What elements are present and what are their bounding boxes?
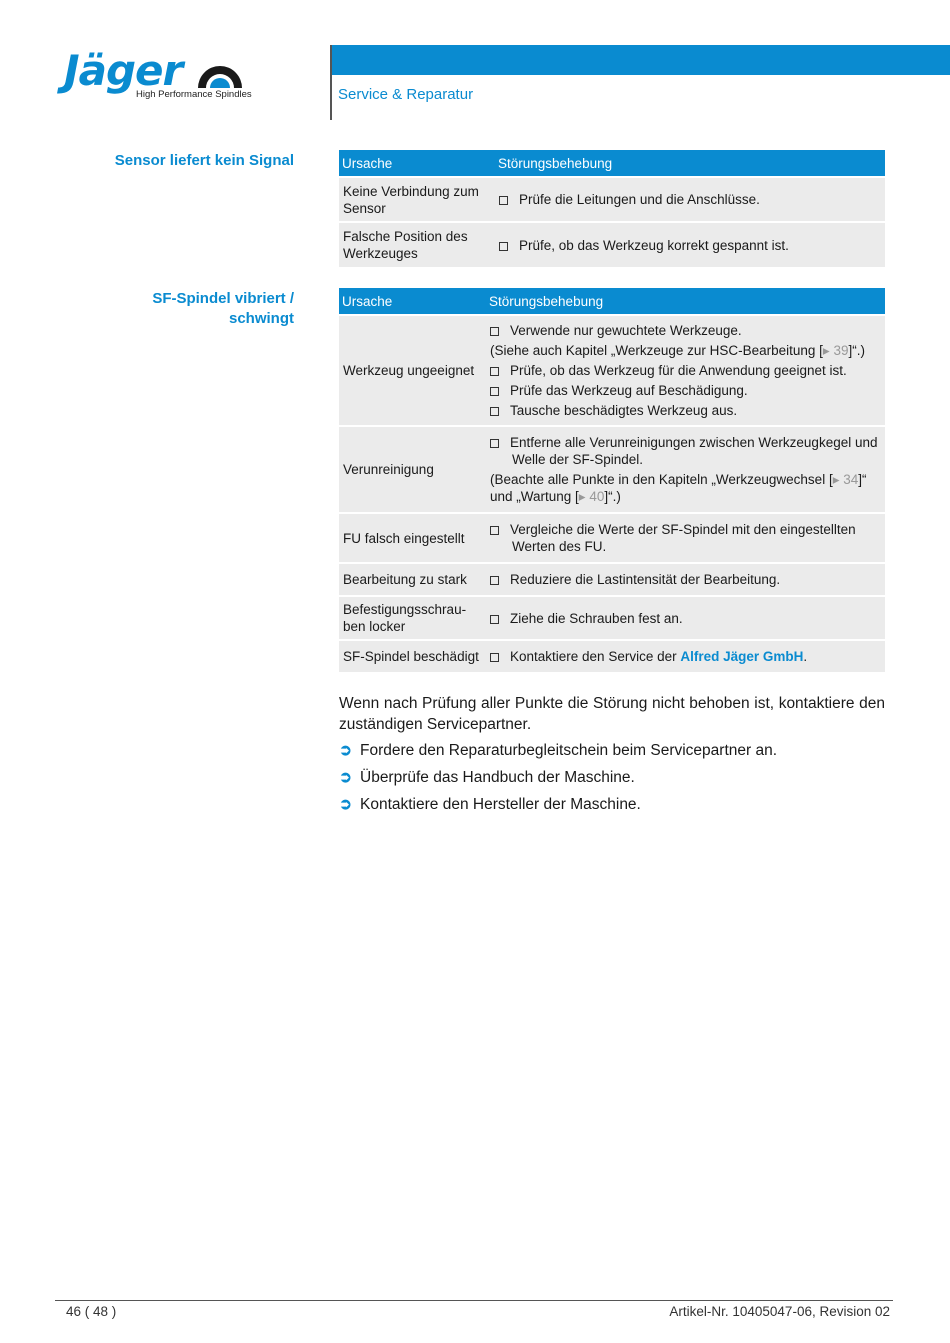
fix-text: Vergleiche die Werte der SF-Spindel mit den eingestellten Werten des FU. (510, 522, 856, 554)
vibration-fault-table (339, 288, 885, 672)
step-item (339, 768, 635, 788)
fix-cell (486, 596, 885, 640)
cause-cell: Keine Verbindung zum Sensor (339, 177, 495, 222)
checkbox-icon (490, 367, 499, 376)
fix-cell (486, 513, 885, 563)
section-title: Service & Reparatur (338, 86, 474, 103)
chapter-reference-note (490, 342, 881, 359)
fix-text: Kontaktiere den Service der (510, 649, 681, 664)
fix-text: Prüfe, ob das Werkzeug korrekt gespannt ist. (519, 237, 789, 253)
sensor-section-title: Sensor liefert kein Signal (114, 152, 294, 169)
note-text: ]“ und „Wartung [ (490, 472, 867, 504)
table-row (339, 563, 885, 596)
checkbox-icon (490, 407, 499, 416)
fix-text: Reduziere die Lastintensität der Bearbeitung. (510, 572, 781, 587)
table-row (339, 596, 885, 640)
page-link[interactable]: ▸ 40 (578, 489, 605, 504)
header-bar (331, 45, 950, 75)
checkbox-icon (490, 653, 499, 662)
fix-cell (486, 315, 885, 426)
note-text: ]“.) (848, 343, 865, 358)
fix-cell (495, 177, 885, 222)
table-row (339, 426, 885, 513)
cause-cell: Verunreinigung (339, 426, 486, 513)
fix-text: Ziehe die Schrauben fest an. (510, 610, 683, 626)
step-text: Kontaktiere den Hersteller der Maschine. (360, 796, 641, 813)
table-row (339, 315, 885, 426)
cause-cell: Falsche Position des Werkzeuges (339, 222, 495, 267)
sensor-fault-table (339, 150, 885, 267)
step-text: Fordere den Reparaturbegleitschein beim Servicepartner an. (360, 742, 778, 759)
page-link[interactable]: ▸ 34 (832, 472, 859, 487)
fix-cell (486, 640, 885, 672)
fix-cell (495, 222, 885, 267)
table-row (339, 640, 885, 672)
fix-text: Prüfe, ob das Werkzeug für die Anwendung geeignet ist. (510, 363, 847, 378)
footer-divider (55, 1300, 893, 1301)
column-header-cause: Ursache (339, 288, 486, 315)
arrow-right-icon: ➲ (339, 796, 352, 813)
spindle-section-title (152, 289, 294, 329)
cause-cell: FU falsch eingestellt (339, 513, 486, 563)
column-header-cause: Ursache (339, 150, 495, 177)
checkbox-icon (490, 327, 499, 336)
company-logo (64, 46, 254, 102)
column-header-fix: Störungsbehebung (495, 150, 885, 177)
checkbox-icon (490, 387, 499, 396)
spindle-logo-icon (196, 60, 244, 88)
header-divider (330, 45, 332, 120)
cause-cell: Bearbeitung zu stark (339, 563, 486, 596)
article-number: Artikel-Nr. 10405047-06, Revision 02 (669, 1304, 890, 1319)
spindle-title-line-2: schwingt (228, 310, 294, 327)
fix-cell (486, 426, 885, 513)
fix-text: Tausche beschädigtes Werkzeug aus. (510, 403, 738, 418)
note-text: ]“.) (604, 489, 621, 504)
logo-tagline: High Performance Spindles (136, 89, 252, 100)
checkbox-icon (499, 242, 508, 251)
checkbox-icon (490, 439, 499, 448)
page-link[interactable]: ▸ 39 (822, 343, 849, 358)
page-number: 46 ( 48 ) (66, 1304, 117, 1319)
note-text: (Siehe auch Kapitel „Werkzeuge zur HSC-Bearbeitung [ (490, 343, 823, 358)
spindle-title-line-1: SF-Spindel vibriert / (152, 290, 294, 307)
logo-wordmark: Jäger (64, 46, 183, 95)
arrow-right-icon: ➲ (339, 742, 352, 759)
contact-paragraph: Wenn nach Prüfung aller Punkte die Störung nicht behoben ist, kontaktiere den zuständigen Servicepartner. (339, 695, 885, 733)
company-name: Alfred Jäger GmbH (680, 649, 804, 664)
checkbox-icon (490, 576, 499, 585)
fix-cell (486, 563, 885, 596)
column-header-fix: Störungsbehebung (486, 288, 885, 315)
checkbox-icon (499, 196, 508, 205)
table-row (339, 177, 885, 222)
fix-text: . (803, 649, 808, 664)
checkbox-icon (490, 615, 499, 624)
checkbox-icon (490, 526, 499, 535)
step-text: Überprüfe das Handbuch der Maschine. (360, 769, 635, 786)
cause-cell: SF-Spindel beschädigt (339, 640, 486, 672)
table-row (339, 222, 885, 267)
cause-cell: Befestigungsschrau-ben locker (339, 596, 486, 640)
fix-text: Prüfe die Leitungen und die Anschlüsse. (519, 192, 760, 207)
fix-text: Entferne alle Verunreinigungen zwischen Werkzeugkegel und Welle der SF-Spindel. (510, 435, 878, 467)
cause-cell: Werkzeug ungeeignet (339, 315, 486, 426)
step-item (339, 741, 777, 761)
chapter-reference-note (490, 471, 881, 505)
fix-text: Verwende nur gewuchtete Werkzeuge. (510, 323, 742, 338)
fix-text: Prüfe das Werkzeug auf Beschädigung. (510, 383, 748, 398)
note-text: (Beachte alle Punkte in den Kapiteln „Werkzeugwechsel [ (490, 472, 833, 487)
arrow-right-icon: ➲ (339, 769, 352, 786)
table-row (339, 513, 885, 563)
step-item (339, 795, 641, 815)
